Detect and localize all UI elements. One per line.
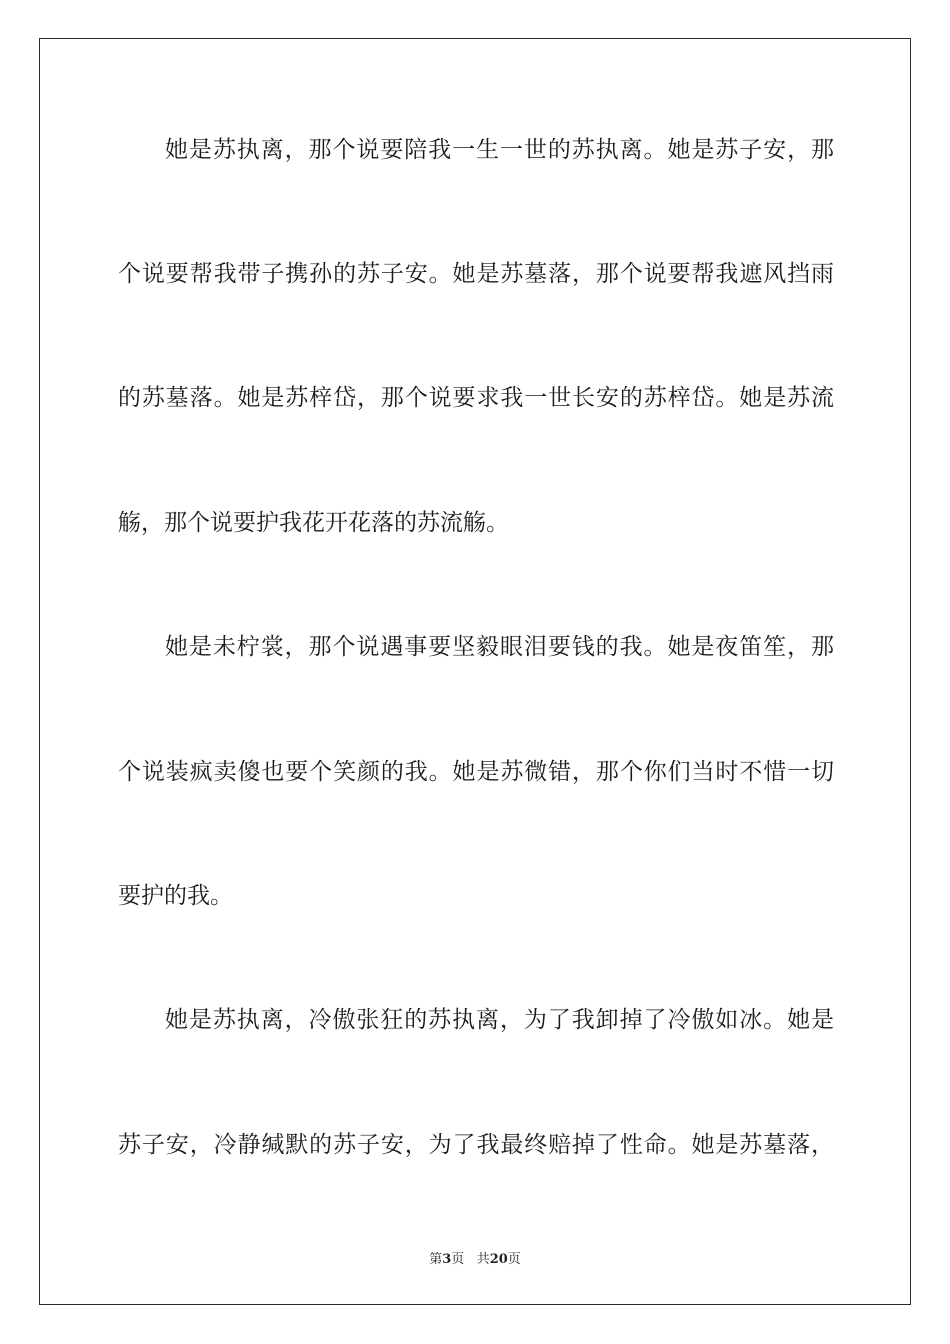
page-border [39,38,911,1305]
paragraph-3-line-2: 苏子安，冷静缄默的苏子安，为了我最终赔掉了性命。她是苏墓落， [118,1132,834,1158]
paragraph-1-line-2: 个说要帮我带子携孙的苏子安。她是苏墓落，那个说要帮我遮风挡雨 [118,261,834,287]
paragraph-1-line-1: 她是苏执离，那个说要陪我一生一世的苏执离。她是苏子安，那 [165,137,834,163]
paragraph-2-line-3: 要护的我。 [118,883,233,909]
footer-page-suffix: 页 [451,1252,465,1267]
footer-total-prefix: 共 [476,1252,490,1267]
paragraph-2-line-2: 个说装疯卖傻也要个笑颜的我。她是苏微错，那个你们当时不惜一切 [118,759,834,785]
page-footer [0,1248,950,1267]
footer-total-pages: 20 [489,1252,508,1267]
paragraph-1-line-4: 觞，那个说要护我花开花落的苏流觞。 [118,510,509,536]
paragraph-1-line-3: 的苏墓落。她是苏梓岱，那个说要求我一世长安的苏梓岱。她是苏流 [118,385,834,411]
footer-page-prefix: 第 [429,1252,443,1267]
footer-page-number: 3 [442,1252,452,1267]
paragraph-3-line-1: 她是苏执离，冷傲张狂的苏执离，为了我卸掉了冷傲如冰。她是 [165,1007,834,1033]
footer-total-suffix: 页 [507,1252,521,1267]
paragraph-2-line-1: 她是未柠裳，那个说遇事要坚毅眼泪要钱的我。她是夜笛笙，那 [165,634,834,660]
